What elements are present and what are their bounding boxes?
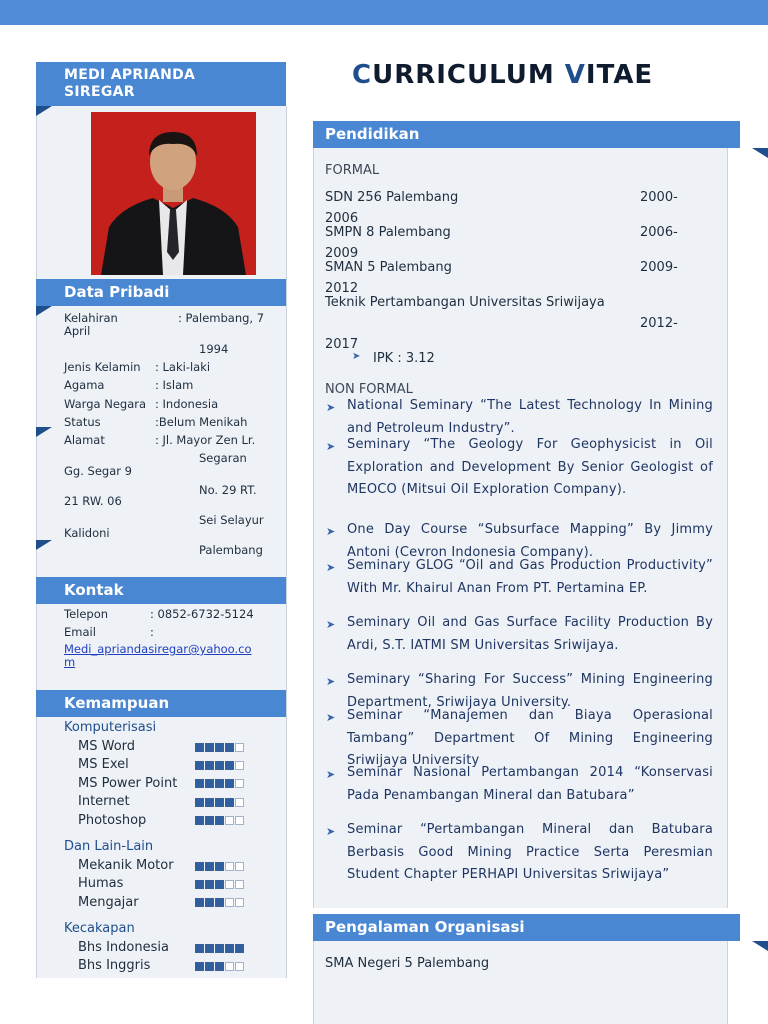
arrow-bullet-icon: ➤	[326, 561, 336, 574]
rating-filled-icon	[235, 944, 244, 953]
edu-school-2: SMPN 8 Palembang	[325, 225, 451, 240]
email-colon: :	[150, 625, 154, 639]
rating-filled-icon	[195, 798, 204, 807]
rating-filled-icon	[195, 816, 204, 825]
rating-empty-icon	[235, 798, 244, 807]
citizen-value: : Indonesia	[155, 397, 219, 411]
corner-fold-icon	[36, 306, 52, 316]
rating-empty-icon	[225, 962, 234, 971]
arrow-bullet-icon: ➤	[326, 768, 336, 781]
skill-rating	[195, 742, 245, 753]
arrow-bullet-icon: ➤	[326, 525, 336, 538]
rating-filled-icon	[195, 779, 204, 788]
skill-rating	[195, 898, 245, 909]
section-pendidikan-title: Pendidikan	[325, 125, 420, 143]
edu-from-1: 2000-	[640, 190, 678, 205]
formal-heading: FORMAL	[325, 163, 380, 178]
rating-empty-icon	[225, 816, 234, 825]
edu-from-2: 2006-	[640, 225, 678, 240]
rating-filled-icon	[205, 880, 214, 889]
phone-label: Telepon	[64, 607, 109, 621]
status-value: :Belum Menikah	[155, 415, 248, 429]
edu-from-3: 2009-	[640, 260, 678, 275]
skill-name: Humas	[78, 876, 124, 892]
rating-filled-icon	[205, 798, 214, 807]
nonformal-item: Seminar “Pertambangan Mineral dan Batubara Berbasis Good Mining Practice Serta Peresmian Student Chapter PERHAPI Universitas Sriwijaya”	[347, 822, 713, 882]
rating-filled-icon	[215, 761, 224, 770]
rating-empty-icon	[235, 862, 244, 871]
skill-name: MS Word	[78, 739, 136, 754]
rating-filled-icon	[225, 944, 234, 953]
profile-photo	[91, 112, 256, 275]
skill-name: MS Exel	[78, 757, 129, 773]
rating-filled-icon	[205, 779, 214, 788]
birth-value-year: 1994	[199, 342, 229, 356]
rating-empty-icon	[235, 880, 244, 889]
rating-empty-icon	[235, 816, 244, 825]
arrow-bullet-icon: ➤	[352, 351, 361, 362]
skill-rating	[195, 816, 245, 827]
corner-fold-icon	[752, 941, 768, 951]
edu-school-1: SDN 256 Palembang	[325, 190, 459, 205]
nonformal-item: Seminar “Manajemen dan Biaya Operasional Tambang” Department Of Mining Engineering Sriwijaya University	[347, 708, 713, 768]
rating-empty-icon	[235, 743, 244, 752]
address-line-6: Sei Selayur	[199, 513, 264, 527]
rating-empty-icon	[225, 880, 234, 889]
name-line-1: MEDI APRIANDA	[64, 67, 196, 83]
corner-fold-icon	[36, 427, 52, 437]
rating-filled-icon	[205, 944, 214, 953]
skill-rating	[195, 760, 245, 771]
rating-filled-icon	[215, 880, 224, 889]
edu-ipk: IPK : 3.12	[373, 351, 435, 366]
edu-to-2: 2009	[325, 246, 359, 261]
name-header	[36, 62, 286, 106]
section-kontak	[36, 577, 286, 604]
gender-value: : Laki-laki	[155, 360, 211, 374]
skill-rating	[195, 943, 245, 954]
top-banner	[0, 0, 768, 25]
rating-filled-icon	[225, 761, 234, 770]
rating-filled-icon	[205, 743, 214, 752]
section-pengalaman-title: Pengalaman Organisasi	[325, 918, 525, 936]
rating-filled-icon	[215, 944, 224, 953]
section-pengalaman	[313, 914, 740, 941]
phone-value: : 0852-6732-5124	[150, 607, 254, 621]
rating-filled-icon	[205, 816, 214, 825]
rating-filled-icon	[205, 862, 214, 871]
page-title: CURRICULUM VITAE	[352, 60, 654, 90]
nonformal-item: One Day Course “Subsurface Mapping” By Jimmy Antoni (Cevron Indonesia Company).	[347, 522, 713, 560]
rating-filled-icon	[205, 962, 214, 971]
rating-filled-icon	[195, 898, 204, 907]
skills-other-heading: Dan Lain-Lain	[64, 839, 154, 854]
address-line-5: 21 RW. 06	[64, 494, 122, 508]
email-link-cont[interactable]: m	[64, 655, 76, 669]
religion-value: : Islam	[155, 378, 194, 392]
rating-empty-icon	[225, 898, 234, 907]
rating-filled-icon	[215, 816, 224, 825]
citizen-label: Warga Negara	[64, 397, 147, 411]
skill-name: Bhs Indonesia	[78, 940, 169, 955]
religion-label: Agama	[64, 378, 105, 392]
rating-filled-icon	[195, 880, 204, 889]
address-line-8: Palembang	[199, 543, 263, 557]
rating-empty-icon	[235, 898, 244, 907]
arrow-bullet-icon: ➤	[326, 618, 336, 631]
nonformal-heading: NON FORMAL	[325, 382, 413, 397]
address-label: Alamat	[64, 433, 105, 447]
section-data-pribadi-title: Data Pribadi	[64, 283, 170, 301]
section-kontak-title: Kontak	[64, 581, 124, 599]
gender-label: Jenis Kelamin	[64, 360, 141, 374]
skill-rating	[195, 861, 245, 872]
rating-filled-icon	[195, 962, 204, 971]
rating-filled-icon	[225, 798, 234, 807]
skill-name: Internet	[78, 794, 130, 810]
email-link[interactable]: Medi_apriandasiregar@yahoo.co	[64, 642, 252, 656]
rating-filled-icon	[225, 743, 234, 752]
email-label: Email	[64, 625, 96, 639]
skill-rating	[195, 797, 245, 808]
skill-rating	[195, 961, 245, 972]
nonformal-item: Seminary “The Geology For Geophysicist in Oil Exploration and Development By Senior Geologist of MEOCO (Mitsui Oil Exploration Company).	[347, 437, 713, 497]
rating-empty-icon	[235, 962, 244, 971]
rating-empty-icon	[225, 862, 234, 871]
rating-filled-icon	[205, 898, 214, 907]
skills-computer-heading: Komputerisasi	[64, 720, 157, 735]
rating-filled-icon	[225, 779, 234, 788]
rating-filled-icon	[215, 862, 224, 871]
edu-to-1: 2006	[325, 211, 359, 226]
skill-rating	[195, 879, 245, 890]
nonformal-item: Seminary GLOG “Oil and Gas Production Productivity” With Mr. Khairul Anan From PT. Pertamina EP.	[347, 558, 713, 596]
section-data-pribadi	[36, 279, 286, 306]
rating-filled-icon	[205, 761, 214, 770]
arrow-bullet-icon: ➤	[326, 825, 336, 838]
arrow-bullet-icon: ➤	[326, 711, 336, 724]
corner-fold-icon	[752, 148, 768, 158]
rating-empty-icon	[235, 761, 244, 770]
skill-rating	[195, 779, 245, 790]
birth-label: Kelahiran	[64, 311, 118, 325]
nonformal-item: National Seminary “The Latest Technology In Mining and Petroleum Industry”.	[347, 398, 713, 436]
skills-speed-heading: Kecakapan	[64, 921, 135, 936]
arrow-bullet-icon: ➤	[326, 675, 336, 688]
section-kemampuan-title: Kemampuan	[64, 694, 170, 712]
rating-filled-icon	[215, 898, 224, 907]
rating-filled-icon	[215, 962, 224, 971]
arrow-bullet-icon: ➤	[326, 440, 336, 453]
skill-name: Mekanik Motor	[78, 858, 174, 873]
rating-filled-icon	[215, 743, 224, 752]
nonformal-item: Seminar Nasional Pertambangan 2014 “Konservasi Pada Penambangan Mineral dan Batubara”	[347, 765, 713, 803]
birth-value-month: April	[64, 324, 91, 338]
rating-empty-icon	[235, 779, 244, 788]
edu-univ: Teknik Pertambangan Universitas Sriwijaya	[325, 295, 605, 310]
edu-univ-to: 2017	[325, 337, 359, 352]
edu-school-3: SMAN 5 Palembang	[325, 260, 452, 275]
address-line-1: : Jl. Mayor Zen Lr.	[155, 433, 256, 447]
rating-filled-icon	[195, 862, 204, 871]
edu-to-3: 2012	[325, 281, 359, 296]
section-kemampuan	[36, 690, 286, 717]
rating-filled-icon	[195, 944, 204, 953]
edu-univ-from: 2012-	[640, 316, 678, 331]
right-panel-org	[313, 941, 728, 1024]
nonformal-item: Seminary Oil and Gas Surface Facility Production By Ardi, S.T. IATMI SM Universitas Sriwijaya.	[347, 615, 713, 653]
birth-value: : Palembang, 7	[178, 311, 265, 325]
skill-name: MS Power Point	[78, 775, 178, 791]
section-pendidikan	[313, 121, 740, 148]
arrow-bullet-icon: ➤	[326, 401, 336, 414]
status-label: Status	[64, 415, 101, 429]
corner-fold-icon	[36, 540, 52, 550]
skill-name: Mengajar	[78, 894, 139, 910]
corner-fold-icon	[36, 106, 52, 116]
address-line-4: No. 29 RT.	[199, 483, 257, 497]
skill-name: Photoshop	[78, 812, 147, 828]
rating-filled-icon	[215, 798, 224, 807]
skill-name: Bhs Inggris	[78, 958, 151, 974]
name-line-2: SIREGAR	[64, 84, 135, 100]
nonformal-item: Seminary “Sharing For Success” Mining Engineering Department, Sriwijaya University.	[347, 672, 713, 710]
org-item-1: SMA Negeri 5 Palembang	[325, 956, 490, 971]
address-line-7: Kalidoni	[64, 526, 110, 540]
rating-filled-icon	[215, 779, 224, 788]
rating-filled-icon	[195, 743, 204, 752]
rating-filled-icon	[195, 761, 204, 770]
address-line-2: Segaran	[199, 451, 247, 465]
address-line-3: Gg. Segar 9	[64, 464, 132, 478]
